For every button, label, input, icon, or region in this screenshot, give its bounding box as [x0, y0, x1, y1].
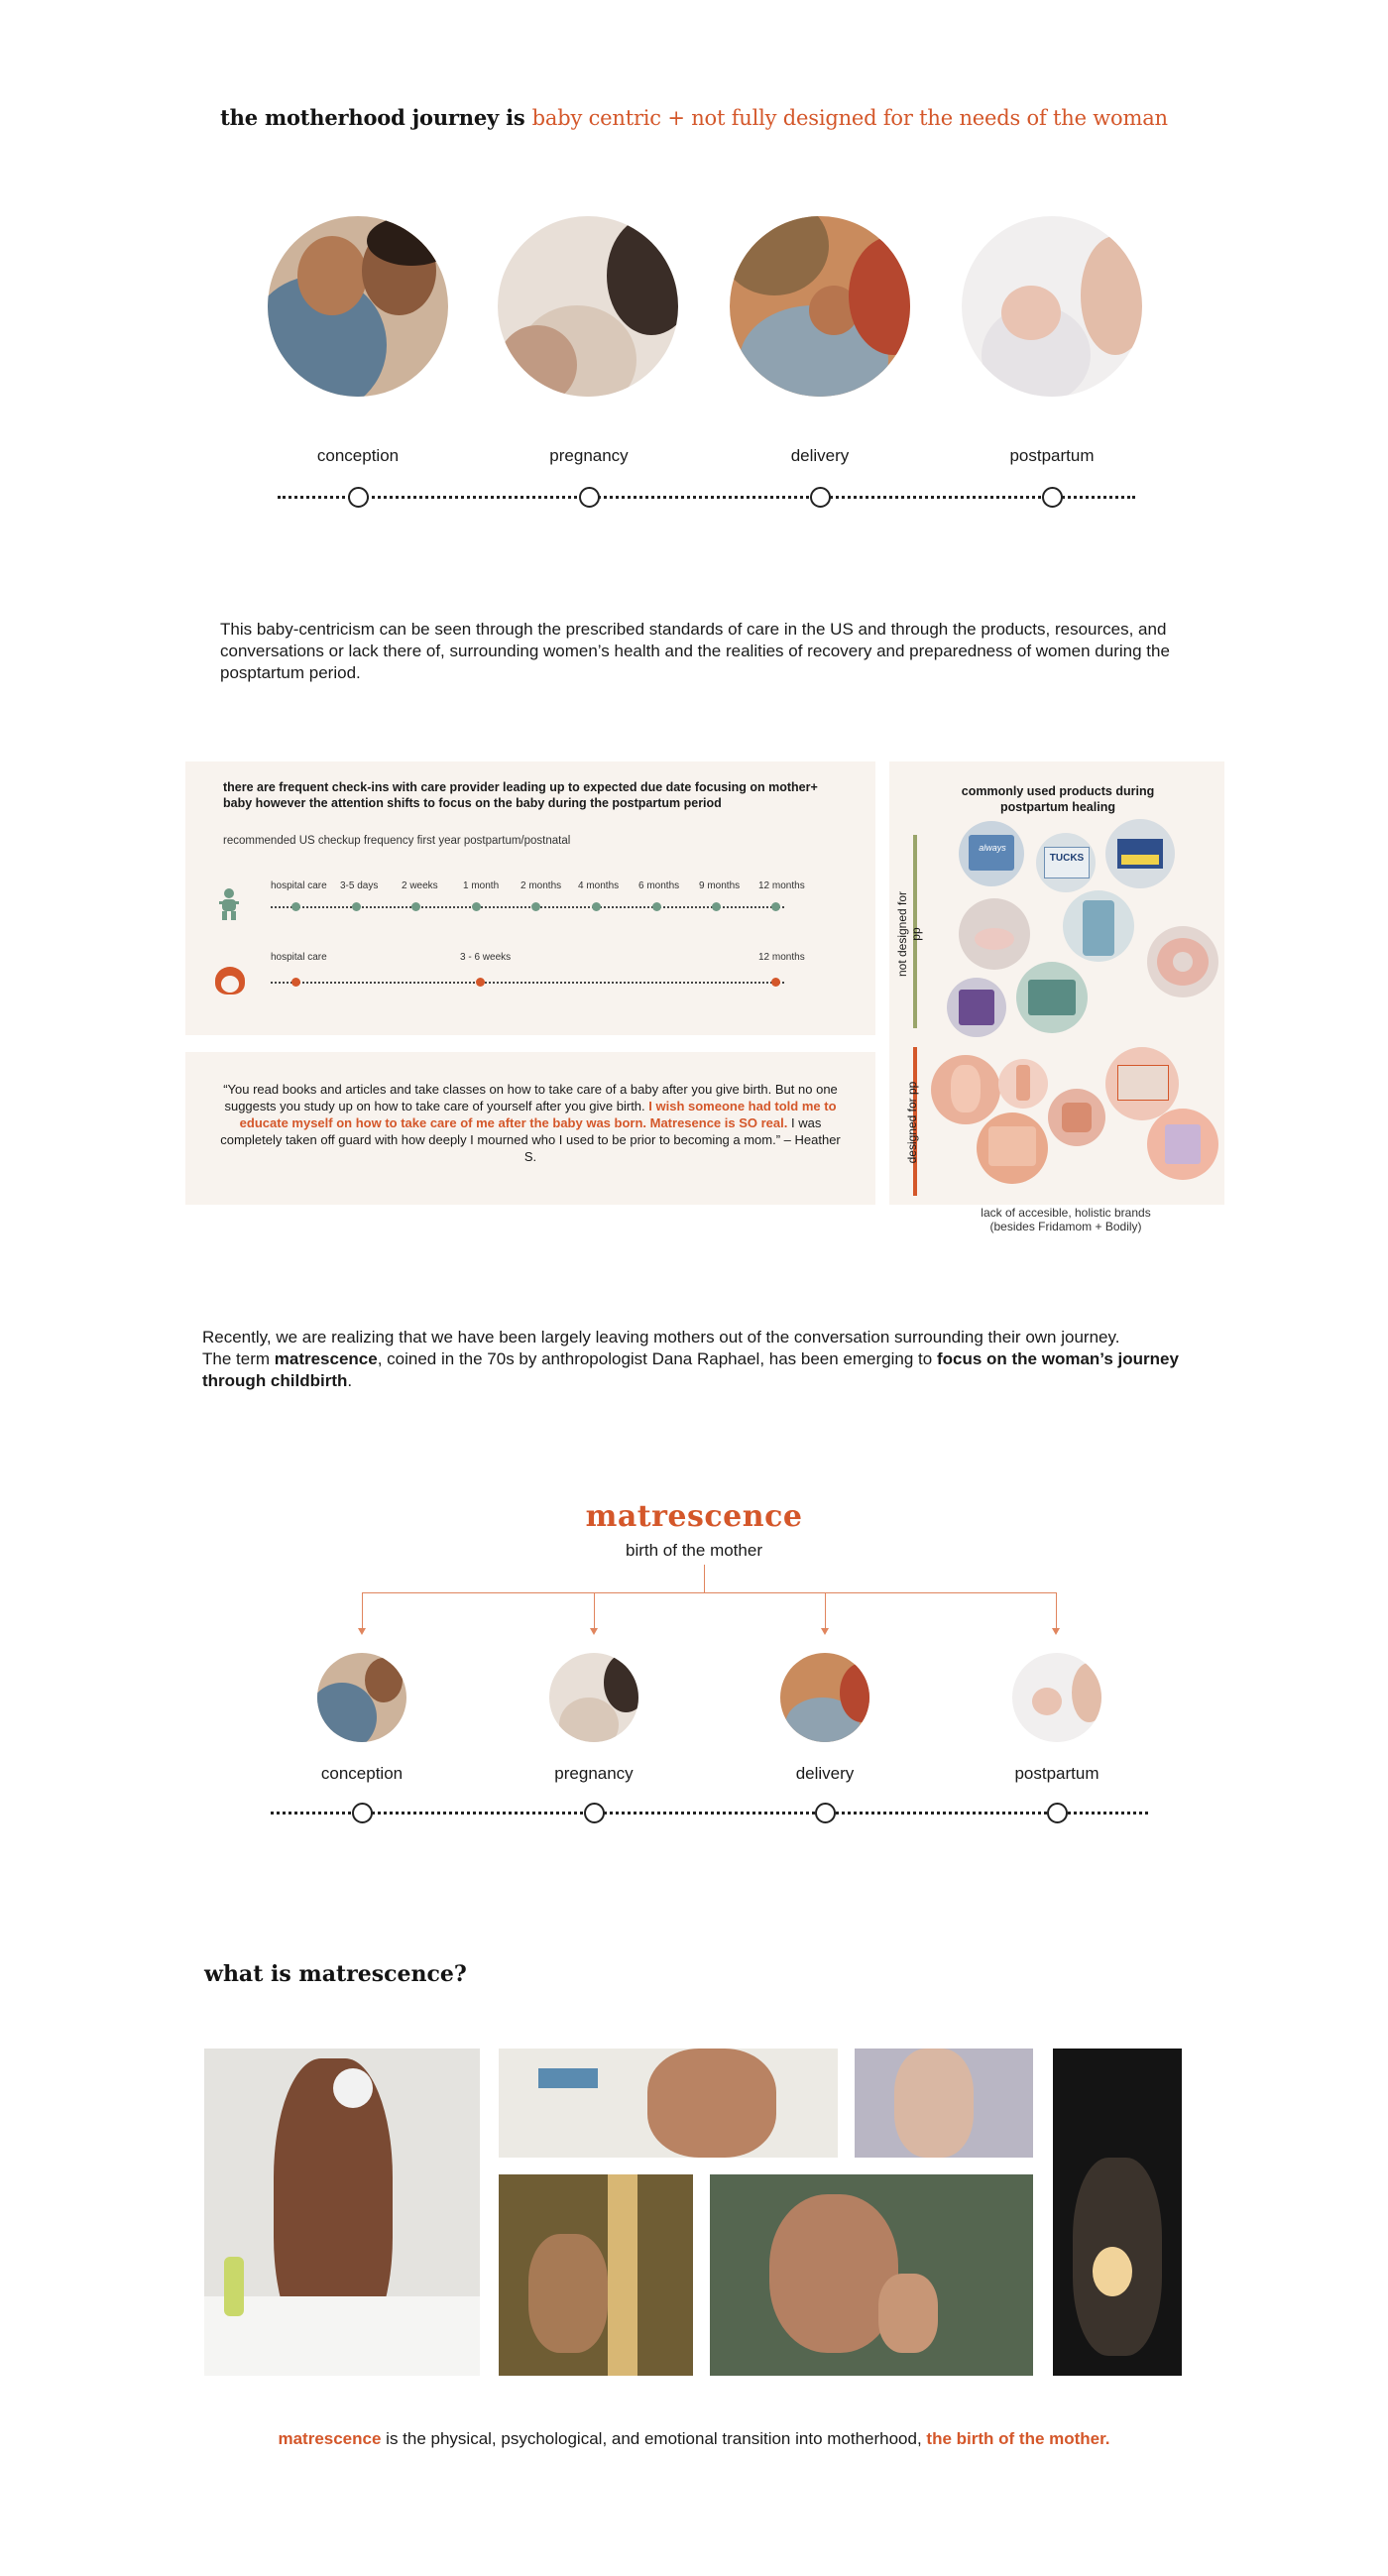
arrow-down-icon — [1052, 1628, 1060, 1635]
baby-checkup-label: 3-5 days — [340, 880, 379, 891]
baby-checkup-dot — [472, 902, 481, 911]
mother-icon — [215, 967, 245, 996]
mother-checkup-dot — [291, 978, 300, 987]
stage-label-conception: conception — [316, 446, 400, 465]
connector-stem — [704, 1565, 705, 1592]
baby-checkup-dot — [411, 902, 420, 911]
product-peri-bottle — [959, 898, 1030, 970]
photo-sitting — [499, 2174, 693, 2376]
journey-timeline — [278, 487, 1135, 507]
conception-photo — [268, 216, 448, 397]
recently-line2b: , coined in the 70s by anthropologist Dana Raphael, has been emerging to — [377, 1349, 937, 1368]
conception-photo-small — [317, 1653, 406, 1742]
stage-label-delivery: delivery — [790, 446, 850, 465]
pregnancy-photo-small — [549, 1653, 638, 1742]
connector-drop — [362, 1592, 363, 1628]
arrow-down-icon — [590, 1628, 598, 1635]
postpartum-photo-small — [1012, 1653, 1101, 1742]
baby-checkup-dot — [652, 902, 661, 911]
mother-checkup-label: hospital care — [271, 952, 327, 963]
connector-bar — [362, 1592, 1056, 1593]
baby-checkup-dot — [592, 902, 601, 911]
baby-checkup-label: 9 months — [699, 880, 741, 891]
baby-checkup-label: 6 months — [638, 880, 680, 891]
not-designed-label: not designed for pp — [895, 890, 923, 978]
baby-icon — [219, 888, 239, 922]
connector-drop — [594, 1592, 595, 1628]
checkup-panel — [185, 761, 875, 1035]
recently-term: matrescence — [274, 1349, 378, 1368]
products-caption: lack of accesible, holistic brands (besides Fridamom + Bodily) — [981, 1206, 1151, 1233]
mother-checkup-row — [271, 982, 784, 984]
product-frida-bottle — [998, 1059, 1048, 1109]
products-title: commonly used products during postpartum healing — [961, 784, 1155, 814]
recently-line2a: The term — [202, 1349, 275, 1368]
product-always-pads — [959, 821, 1024, 886]
pregnancy-photo — [498, 216, 678, 397]
quote-part1: “You read books and articles and take classes on how to take care of a baby after you give birth. But no one suggests you study up on how to take care of yourself after you give birth. — [223, 1082, 838, 1113]
recently-paragraph — [202, 1327, 1233, 1392]
product-donut-pillow — [1147, 926, 1218, 997]
recently-line1: Recently, we are realizing that we have been largely leaving mothers out of the conversation surrounding their own journey. — [202, 1328, 1120, 1347]
headline — [0, 105, 1388, 130]
baby-checkup-label: 2 months — [520, 880, 562, 891]
recently-end: . — [347, 1371, 353, 1390]
testimonial-quote — [215, 1081, 846, 1165]
timeline-node — [815, 1803, 836, 1823]
stage-label-pregnancy: pregnancy — [549, 446, 629, 465]
mother-checkup-label: 12 months — [758, 952, 805, 963]
photo-window — [1053, 2049, 1182, 2376]
timeline-node — [810, 487, 831, 508]
product-box — [1105, 819, 1175, 888]
product-bodily-box — [1147, 1109, 1218, 1180]
matrescence-subtitle: birth of the mother — [626, 1541, 762, 1560]
product-frida-box — [977, 1112, 1048, 1184]
recently-focus: focus on the woman’s journey through childbirth — [202, 1349, 1179, 1390]
definition-accent: the birth of the mother. — [926, 2429, 1110, 2448]
product-tucks — [1036, 833, 1096, 892]
photo-bath — [204, 2049, 480, 2376]
baby-checkup-dot — [771, 902, 780, 911]
photo-belly — [855, 2049, 1033, 2158]
timeline-node — [352, 1803, 373, 1823]
baby-checkup-label: 4 months — [578, 880, 620, 891]
stage-label-postpartum-2: postpartum — [1014, 1764, 1099, 1783]
quote-part2: I was completely taken off guard with how deeply I mourned who I used to be prior to becoming a mom.” – Heather S. — [220, 1115, 841, 1164]
products-panel — [889, 761, 1224, 1205]
baby-checkup-row — [271, 906, 784, 908]
baby-checkup-label: hospital care — [271, 880, 327, 891]
quote-panel — [185, 1052, 875, 1205]
product-lansinoh — [947, 978, 1006, 1037]
photo-newborn — [499, 2049, 838, 2158]
matrescence-title: matrescence — [585, 1499, 803, 1534]
delivery-photo-small — [780, 1653, 869, 1742]
stage-label-postpartum: postpartum — [1009, 446, 1095, 465]
product-frida-pad — [931, 1055, 1000, 1124]
postpartum-photo — [962, 216, 1142, 397]
mother-checkup-dot — [476, 978, 485, 987]
baby-checkup-dot — [712, 902, 721, 911]
timeline-node — [1047, 1803, 1068, 1823]
timeline-node — [579, 487, 600, 508]
stage-label-conception-2: conception — [320, 1764, 404, 1783]
product-bodily-kit — [1105, 1047, 1179, 1120]
definition-middle: is the physical, psychological, and emotional transition into motherhood, — [381, 2429, 927, 2448]
photo-portrait — [710, 2174, 1033, 2376]
baby-checkup-label: 1 month — [463, 880, 500, 891]
mother-checkup-dot — [771, 978, 780, 987]
product-always-label: always — [979, 843, 1006, 853]
arrow-down-icon — [821, 1628, 829, 1635]
timeline-node — [584, 1803, 605, 1823]
headline-dark: the motherhood journey is — [220, 105, 532, 130]
baby-checkup-dot — [531, 902, 540, 911]
headline-accent: baby centric + not fully designed for the needs of the woman — [531, 106, 1168, 130]
definition — [0, 2429, 1388, 2449]
intro-paragraph: This baby-centricism can be seen through the prescribed standards of care in the US and through the products, resources, and conversations or lack there of, surrounding women’s health and the realities of recovery and preparedness of women during the posptartum period. — [220, 620, 1170, 682]
connector-drop — [1056, 1592, 1057, 1628]
stage-label-pregnancy-2: pregnancy — [554, 1764, 634, 1783]
product-frida-wash — [1048, 1089, 1105, 1146]
quote-accent: I wish someone had told me to educate myself on how to take care of me after the baby was born. Matresence is SO real. — [239, 1099, 837, 1130]
connector-drop — [825, 1592, 826, 1628]
designed-label: designed for pp — [905, 1081, 919, 1164]
mother-checkup-label: 3 - 6 weeks — [460, 952, 512, 963]
product-dermoplast — [1063, 890, 1134, 962]
baby-checkup-label: 2 weeks — [402, 880, 438, 891]
timeline-node — [1042, 487, 1063, 508]
checkup-title: there are frequent check-ins with care provider leading up to expected due date focusing on mother+ baby however the attention shifts to focus on the baby during the postpartum period — [223, 780, 818, 810]
timeline-node — [348, 487, 369, 508]
matrescence-timeline — [271, 1803, 1148, 1822]
arrow-down-icon — [358, 1628, 366, 1635]
checkup-subtitle: recommended US checkup frequency first year postpartum/postnatal — [223, 835, 571, 847]
baby-checkup-label: 12 months — [758, 880, 805, 891]
baby-checkup-dot — [291, 902, 300, 911]
definition-term: matrescence — [278, 2429, 382, 2448]
delivery-photo — [730, 216, 910, 397]
product-cream — [1016, 962, 1088, 1033]
baby-checkup-dot — [352, 902, 361, 911]
product-tucks-label: TUCKS — [1049, 853, 1085, 864]
stage-label-delivery-2: delivery — [795, 1764, 855, 1783]
what-is-heading: what is matrescence? — [204, 1961, 467, 1987]
